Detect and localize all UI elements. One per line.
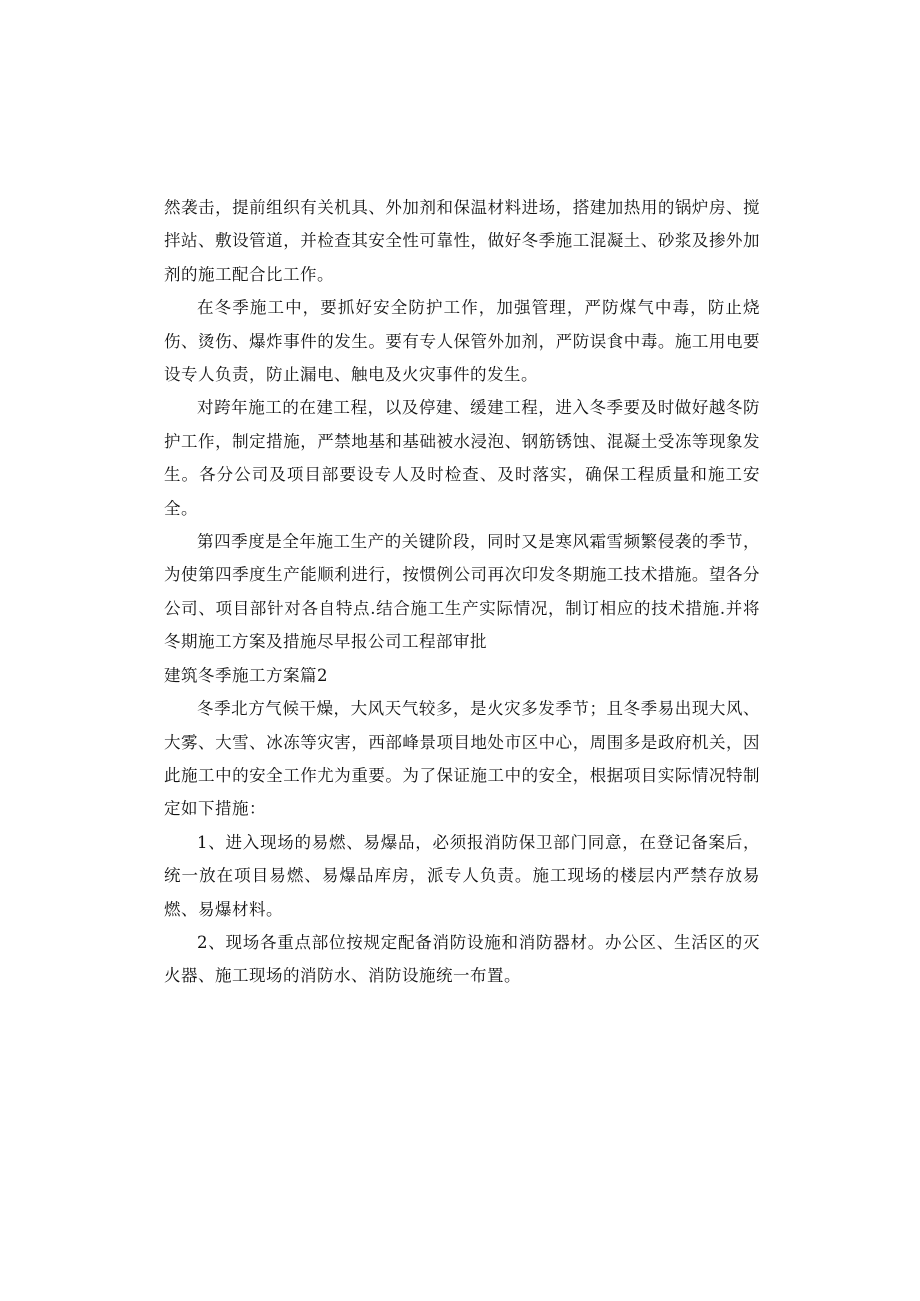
section-heading: 建筑冬季施工方案篇2 [164,665,328,685]
paragraph-continuation: 然袭击，提前组织有关机具、外加剂和保温材料进场，搭建加热用的锅炉房、搅拌站、敷设管道，并检查其安全性可靠性，做好冬季施工混凝土、砂浆及掺外加剂的施工配合比工作。 [164,198,760,284]
paragraph-safety-protection: 在冬季施工中，要抓好安全防护工作，加强管理，严防煤气中毒，防止烧伤、烫伤、爆炸事件的发生。要有专人保管外加剂，严防误食中毒。施工用电要设专人负责，防止漏电、触电及火灾事件的发生。 [164,298,760,385]
paragraph-fire-safety-intro: 冬季北方气候干燥，大风天气较多，是火灾多发季节；且冬季易出现大风、大雾、大雪、冰冻等灾害，西部峰景项目地处市区中心，周围多是政府机关，因此施工中的安全工作尤为重要。为了保证施工中的安全，根据项目实际情况特制定如下措施： [164,699,760,819]
numbered-item-2: 2、现场各重点部位按规定配备消防设施和消防器材。办公区、生活区的灭火器、施工现场的消防水、消防设施统一布置。 [164,932,760,986]
document-body [164,191,760,993]
paragraph-winter-protection: 对跨年施工的在建工程，以及停建、缓建工程，进入冬季要及时做好越冬防护工作，制定措施，严禁地基和基础被水浸泡、钢筋锈蚀、混凝土受冻等现象发生。各分公司及项目部要设专人及时检查、及时落实，确保工程质量和施工安全。 [164,398,760,518]
numbered-item-1: 1、进入现场的易燃、易爆品，必须报消防保卫部门同意，在登记备案后，统一放在项目易燃、易爆品库房，派专人负责。施工现场的楼层内严禁存放易燃、易爆材料。 [164,832,760,919]
paragraph-fourth-quarter: 第四季度是全年施工生产的关键阶段，同时又是寒风霜雪频繁侵袭的季节，为使第四季度生产能顺利进行，按惯例公司再次印发冬期施工技术措施。望各分公司、项目部针对各自特点.结合施工生产实际情况，制订相应的技术措施.并将冬期施工方案及措施尽早报公司工程部审批 [164,532,760,652]
